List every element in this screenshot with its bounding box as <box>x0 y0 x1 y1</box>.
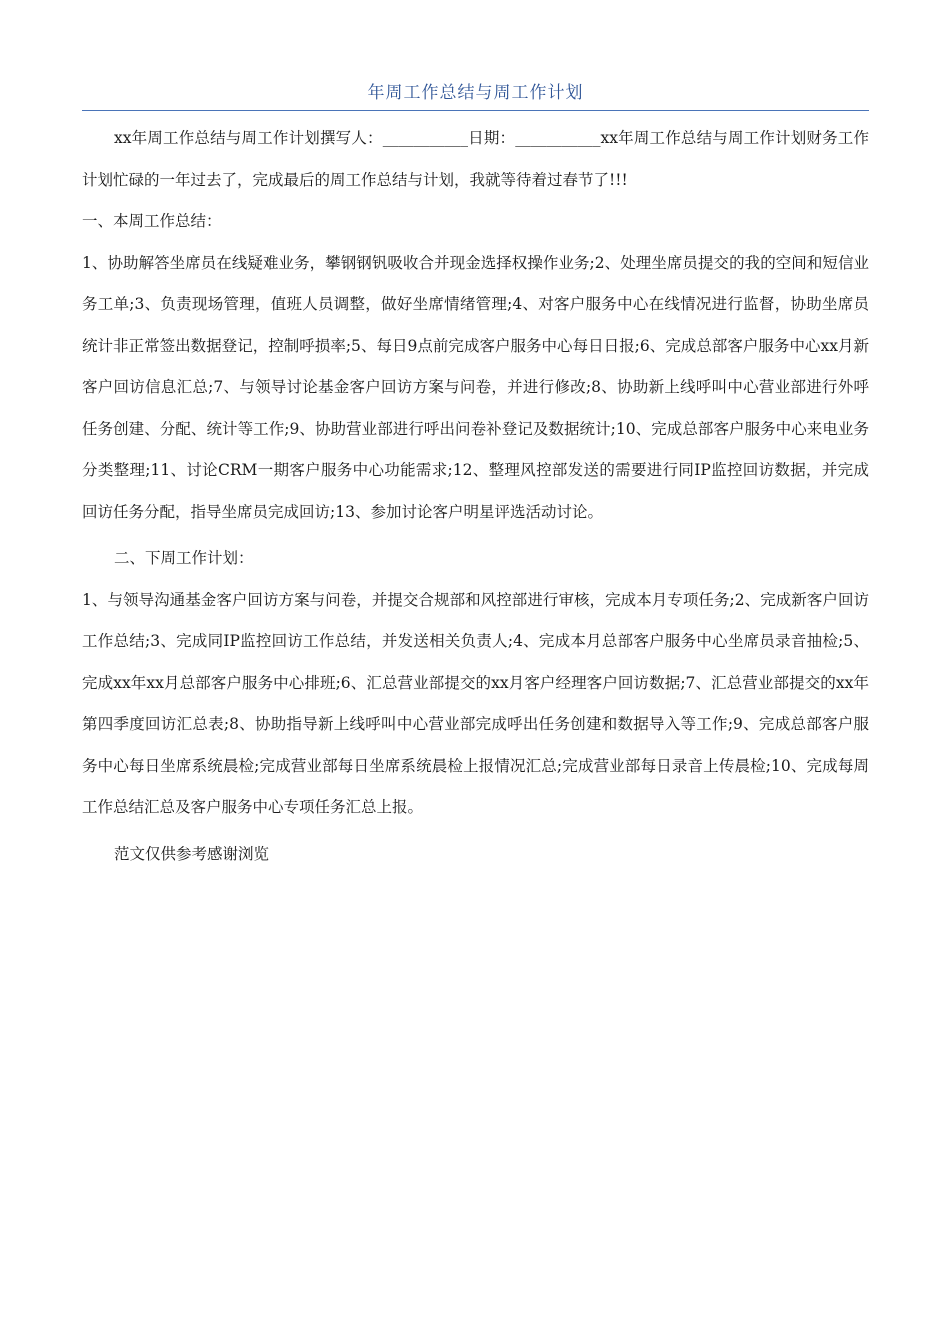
document-body <box>82 118 869 875</box>
section2-heading: 二、下周工作计划： <box>114 549 254 567</box>
section1-body: 1、协助解答坐席员在线疑难业务，攀钢钢钒吸收合并现金选择权操作业务;2、处理坐席员提交的我的空间和短信业务工单;3、负责现场管理，值班人员调整，做好坐席情绪管理;4、对客户服务中心在线情况进行监督，协助坐席员统计非正常签出数据登记，控制呼损率;5、每日9点前完成客户服务中心每日日报;6、完成总部客户服务中心xx月新客户回访信息汇总;7、与领导讨论基金客户回访方案与问卷，并进行修改;8、协助新上线呼叫中心营业部进行外呼任务创建、分配、统计等工作;9、协助营业部进行呼出问卷补登记及数据统计;10、完成总部客户服务中心来电业务分类整理;11、讨论CRM一期客户服务中心功能需求;12、整理风控部发送的需要进行同IP监控回访数据，并完成回访任务分配，指导坐席员完成回访;13、参加讨论客户明星评选活动讨论。 <box>82 253 869 521</box>
section2-body: 1、与领导沟通基金客户回访方案与问卷，并提交合规部和风控部进行审核，完成本月专项任务;2、完成新客户回访工作总结;3、完成同IP监控回访工作总结，并发送相关负责人;4、完成本月总部客户服务中心坐席员录音抽检;5、完成xx年xx月总部客户服务中心排班;6、汇总营业部提交的xx月客户经理客户回访数据;7、汇总营业部提交的xx年第四季度回访汇总表;8、协助指导新上线呼叫中心营业部完成呼出任务创建和数据导入等工作;9、完成总部客户服务中心每日坐席系统晨检;完成营业部每日坐席系统晨检上报情况汇总;完成营业部每日录音上传晨检;10、完成每周工作总结汇总及客户服务中心专项任务汇总上报。 <box>82 590 869 816</box>
closing-note: 范文仅供参考感谢浏览 <box>114 844 270 863</box>
intro-paragraph: xx年周工作总结与周工作计划撰写人：___________日期：___________xx年周工作总结与周工作计划财务工作计划忙碌的一年过去了，完成最后的周工作总结与计划，我就等待着过春节了!!! <box>82 129 869 189</box>
page-header <box>82 78 869 111</box>
section1-heading: 一、本周工作总结： <box>82 212 222 230</box>
header-title: 年周工作总结与周工作计划 <box>367 83 584 103</box>
